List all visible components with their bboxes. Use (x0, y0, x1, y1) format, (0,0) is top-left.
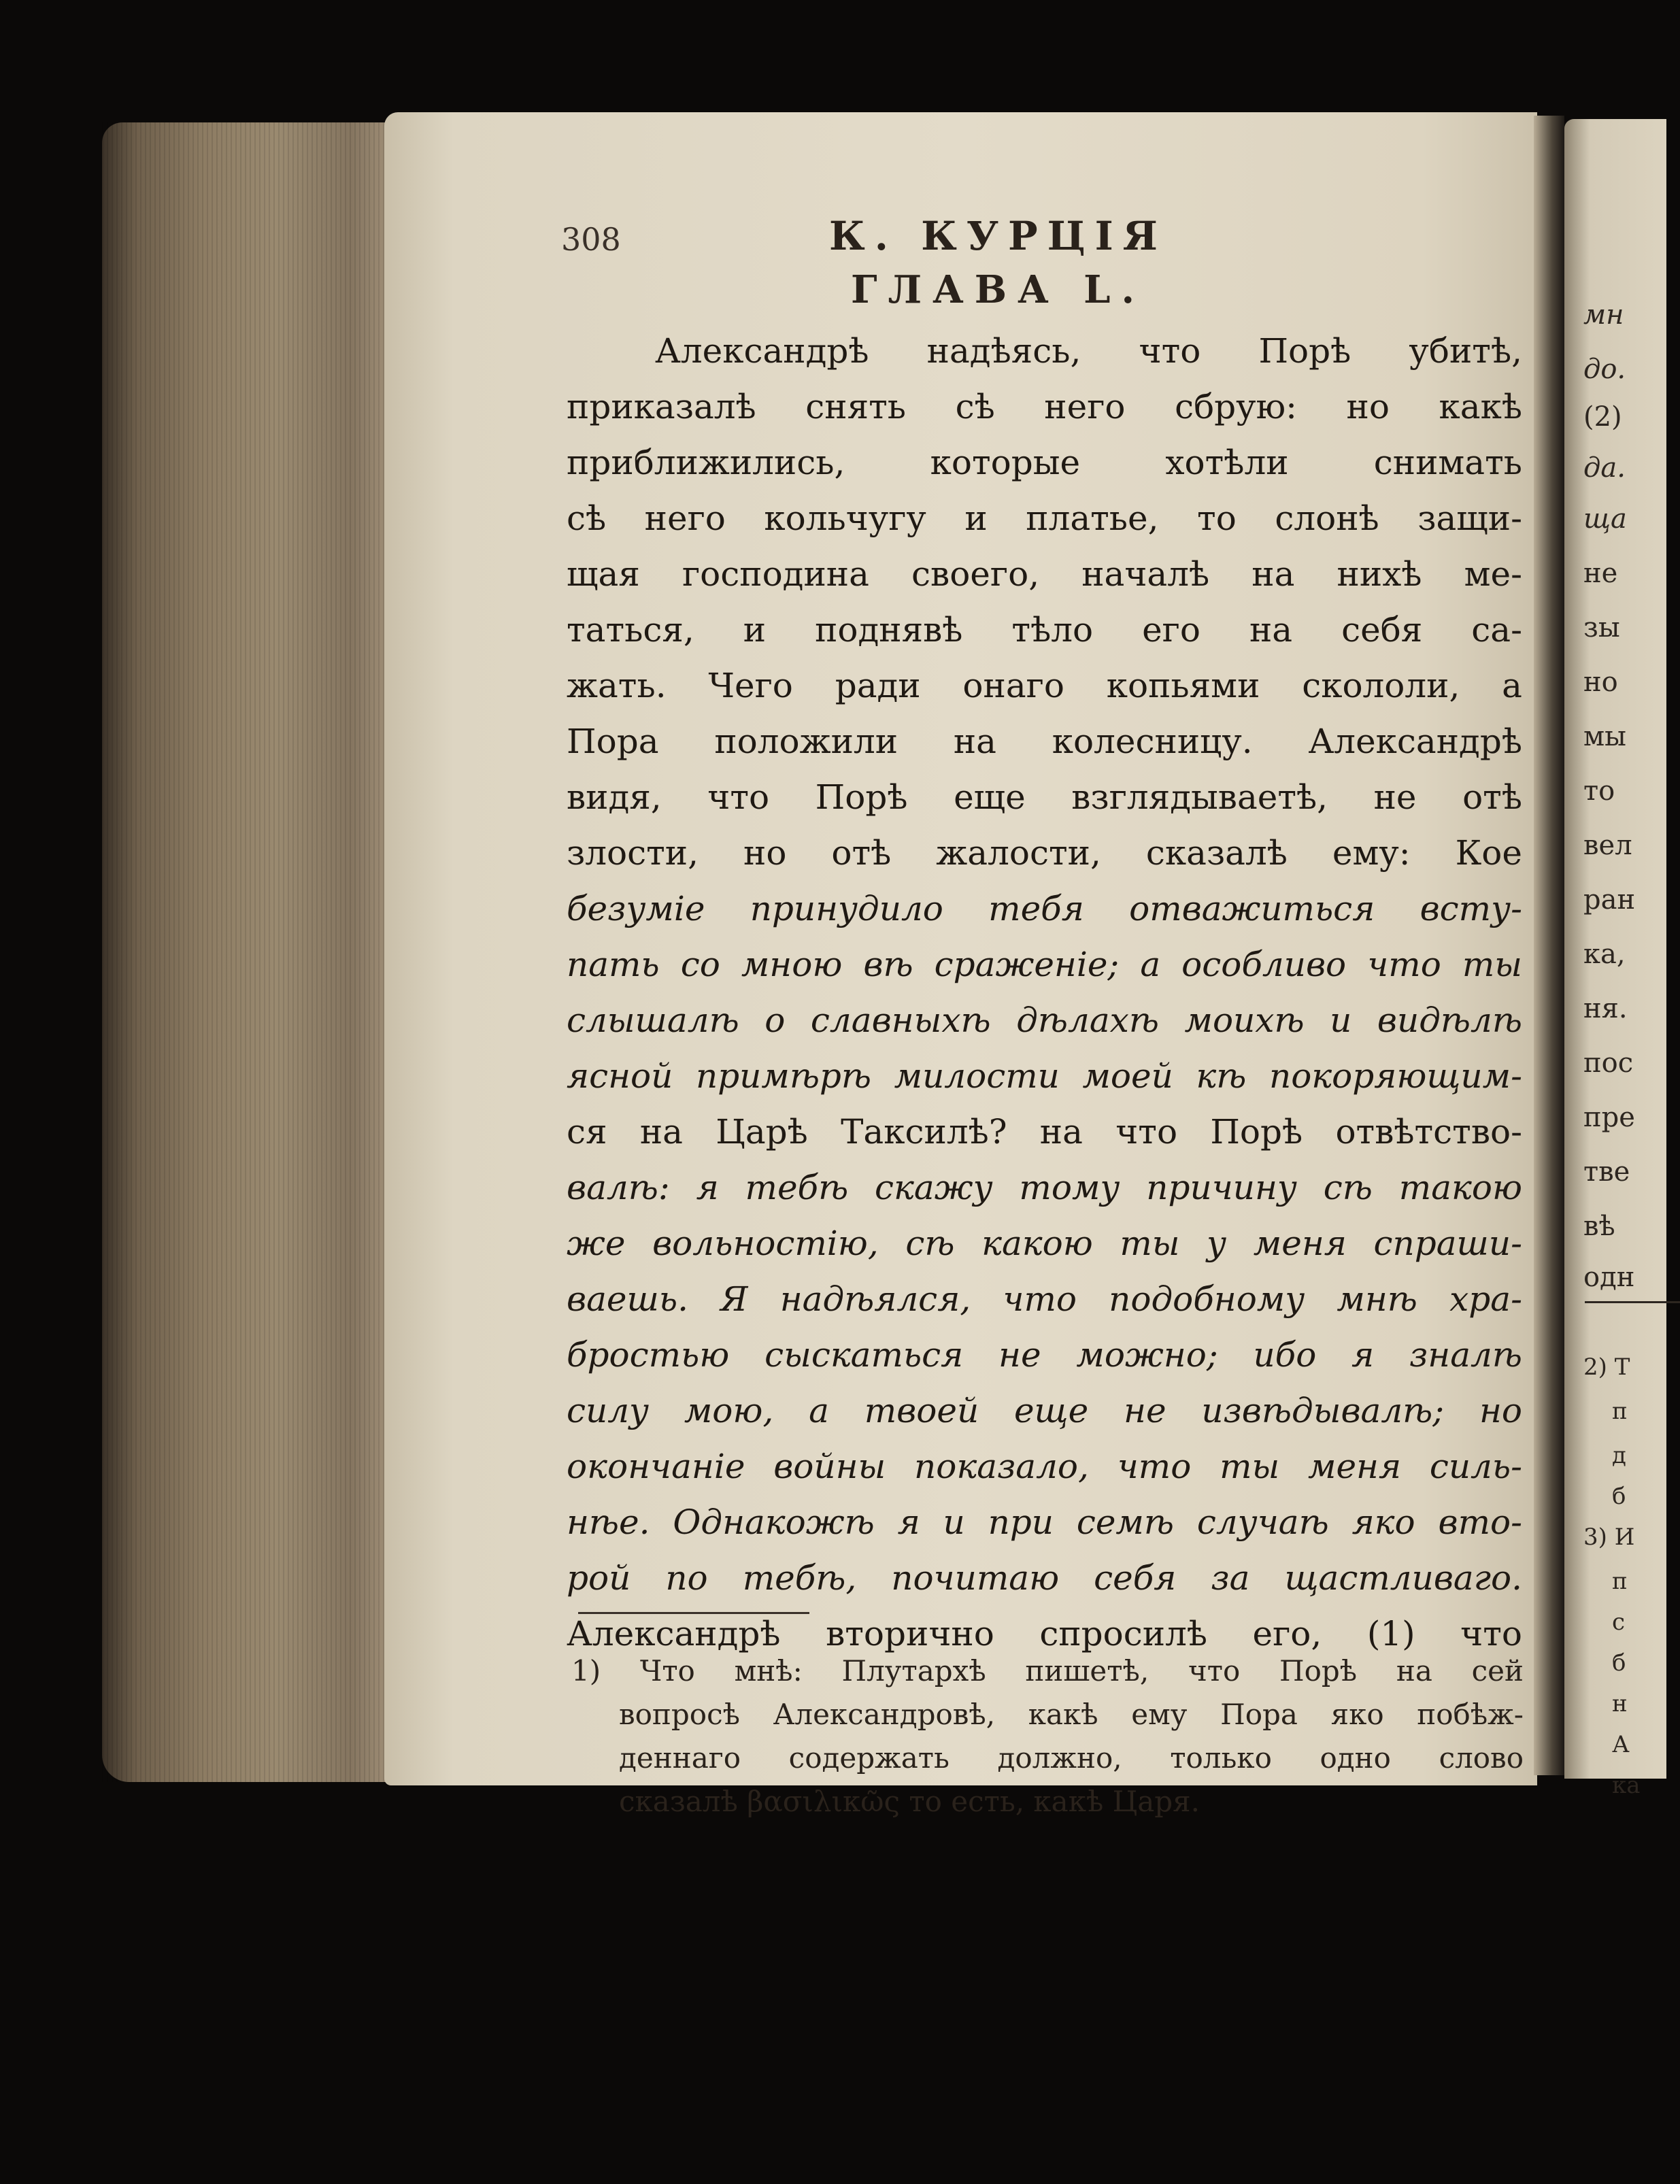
fragment: зы (1583, 612, 1620, 643)
footnote-line: 1) Что мнѣ: Плутархѣ пишетѣ, что Порѣ на сей (571, 1654, 1524, 1687)
fragment: б (1612, 1649, 1626, 1677)
fragment: 2) Т (1583, 1354, 1630, 1381)
fragment: (2) (1583, 401, 1622, 433)
fragment: вѣ (1583, 1211, 1615, 1242)
footnote-line: деннаго содержать должно, только одно слово (619, 1741, 1524, 1775)
footnote-line: вопросѣ Александровѣ, какѣ ему Пора яко побѣж- (619, 1698, 1524, 1731)
text-line: пать со мною вѣ сраженіе; а особливо что ты (567, 945, 1522, 984)
fragment: н (1612, 1690, 1628, 1717)
footnote-rule (1585, 1301, 1680, 1303)
fragment: мы (1583, 721, 1626, 752)
text-line: видя, что Порѣ еще взглядываетѣ, не отѣ (567, 777, 1522, 817)
book-gutter (1534, 116, 1564, 1775)
fragment: но (1583, 667, 1618, 698)
right-page-edge (1564, 119, 1666, 1799)
fragment: п (1612, 1568, 1628, 1595)
fragment: ка (1612, 1772, 1641, 1799)
text-line: таться, и поднявѣ тѣло его на себя са- (567, 610, 1522, 650)
text-line: слышалѣ о славныхѣ дѣлахѣ моихѣ и видѣлѣ (567, 1001, 1522, 1040)
fragment: то (1583, 775, 1615, 807)
text-line: ясной примѣрѣ милости моей кѣ покоряющим- (567, 1056, 1522, 1096)
text-line: ся на Царѣ Таксилѣ? на что Порѣ отвѣтство- (567, 1112, 1522, 1152)
text-line: ваешь. Я надѣялся, что подобному мнѣ хра- (567, 1279, 1522, 1319)
fragment: да. (1583, 452, 1626, 484)
text-line: нѣе. Однакожѣ я и при семѣ случаѣ яко вто- (567, 1502, 1522, 1542)
footnote (571, 1649, 1524, 1824)
text-line: Александрѣ вторично спросилѣ его, (1) что (567, 1614, 1522, 1653)
fragment: б (1612, 1483, 1626, 1510)
fragment: А (1612, 1731, 1630, 1758)
chapter-heading: ГЛАВА L. (850, 267, 1146, 312)
text-line: Пора положили на колесницу. Александрѣ (567, 722, 1522, 761)
fragment: не (1583, 558, 1618, 589)
text-line: рой по тебѣ, почитаю себя за щастливаго. (567, 1558, 1522, 1598)
text-line: Александрѣ надѣясь, что Порѣ убитѣ, (655, 331, 1522, 371)
text-line: валѣ: я тебѣ скажу тому причину сѣ такою (567, 1168, 1522, 1207)
text-line: бростью сыскаться не можно; ибо я зналѣ (567, 1335, 1522, 1375)
running-head: К. КУРЦІЯ (829, 213, 1167, 259)
text-line: жать. Чего ради онаго копьями скололи, а (567, 666, 1522, 705)
text-line: же вольностію, сѣ какою ты у меня спраши- (567, 1224, 1522, 1263)
fragment: тве (1583, 1156, 1630, 1188)
text-line: злости, но отѣ жалости, сказалѣ ему: Кое (567, 833, 1522, 873)
fragment: ран (1583, 884, 1636, 915)
fragment: ка, (1583, 939, 1626, 970)
fragment: пре (1583, 1102, 1635, 1133)
fragment: ща (1583, 503, 1627, 535)
page-number: 308 (561, 221, 621, 258)
fragment: ня. (1583, 993, 1628, 1024)
fragment: одн (1583, 1262, 1635, 1293)
text-line: силу мою, а твоей еще не извѣдывалѣ; но (567, 1391, 1522, 1430)
text-line: щая господина своего, началѣ на нихѣ ме- (567, 554, 1522, 594)
fragment: вел (1583, 830, 1632, 861)
body-text (567, 323, 1522, 1662)
left-page (384, 112, 1537, 1818)
footnote-rule (578, 1612, 809, 1614)
text-line: безуміе принудило тебя отважиться всту- (567, 889, 1522, 928)
fragment: д (1612, 1442, 1626, 1469)
book-page-edges (102, 122, 394, 1782)
text-line: приближились, которые хотѣли снимать (567, 443, 1522, 482)
fragment: с (1612, 1609, 1626, 1636)
fragment: мн (1583, 299, 1624, 331)
text-line: сѣ него кольчугу и платье, то слонѣ защи- (567, 499, 1522, 538)
fragment: 3) И (1583, 1524, 1635, 1551)
text-line: приказалѣ снять сѣ него сбрую: но какѣ (567, 387, 1522, 426)
fragment: пос (1583, 1047, 1634, 1079)
text-line: окончаніе войны показало, что ты меня силь- (567, 1447, 1522, 1486)
footnote-line: сказалѣ βασιλικῶς то есть, какѣ Царя. (619, 1785, 1200, 1818)
fragment: п (1612, 1398, 1628, 1425)
fragment: до. (1583, 354, 1626, 385)
